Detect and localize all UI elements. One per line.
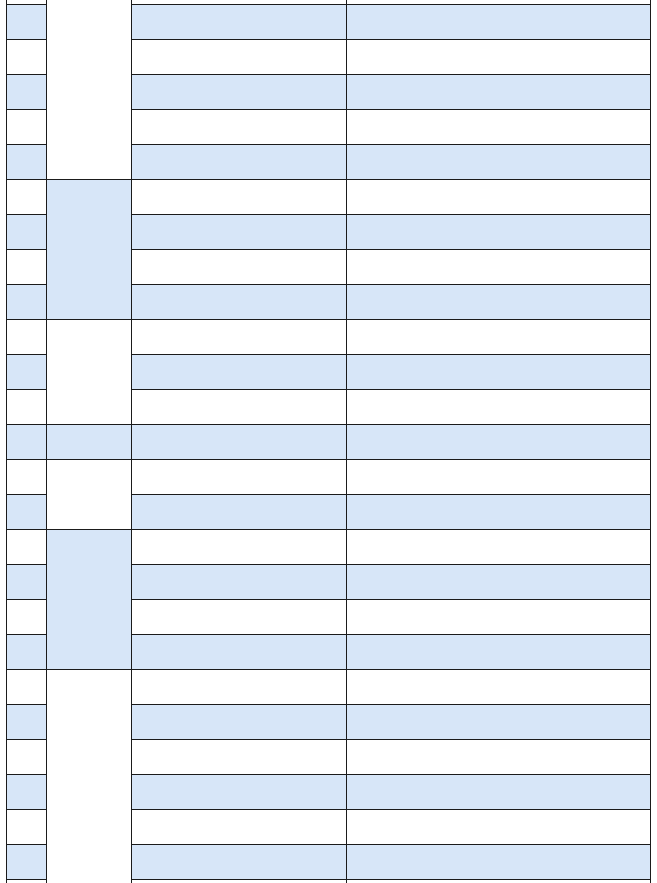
school-address	[346, 179, 651, 214]
row-border	[131, 494, 651, 495]
city-cell	[46, 669, 131, 879]
row-border	[131, 249, 651, 250]
row-border	[131, 879, 651, 880]
school-name	[131, 74, 346, 109]
row-border	[131, 214, 651, 215]
school-address	[346, 774, 651, 809]
row-border	[6, 809, 46, 810]
row-number	[6, 214, 46, 249]
school-name	[131, 354, 346, 389]
row-number	[6, 529, 46, 564]
city-cell	[46, 424, 131, 459]
school-name	[131, 319, 346, 354]
row-number	[6, 494, 46, 529]
row-number	[6, 704, 46, 739]
row-border	[6, 109, 46, 110]
row-border	[131, 284, 651, 285]
row-border	[131, 599, 651, 600]
school-name	[131, 669, 346, 704]
row-border	[131, 179, 651, 180]
row-border	[6, 4, 46, 5]
row-number	[6, 774, 46, 809]
row-border	[6, 39, 46, 40]
row-border	[46, 424, 131, 425]
row-border	[6, 389, 46, 390]
row-number	[6, 144, 46, 179]
row-border	[131, 844, 651, 845]
school-name	[131, 739, 346, 774]
row-border	[6, 144, 46, 145]
school-name	[131, 39, 346, 74]
school-address	[346, 389, 651, 424]
row-number	[6, 739, 46, 774]
row-border	[6, 74, 46, 75]
city-cell	[46, 459, 131, 529]
school-name	[131, 599, 346, 634]
school-name	[131, 564, 346, 599]
column-border	[131, 0, 132, 883]
row-border	[6, 319, 46, 320]
school-address	[346, 39, 651, 74]
school-address	[346, 354, 651, 389]
row-number	[6, 4, 46, 39]
row-border	[6, 704, 46, 705]
row-border	[131, 354, 651, 355]
city-cell	[46, 319, 131, 424]
row-border	[6, 669, 46, 670]
row-number	[6, 459, 46, 494]
column-border	[6, 0, 7, 883]
school-address	[346, 599, 651, 634]
school-address	[346, 459, 651, 494]
school-name	[131, 389, 346, 424]
school-name	[131, 704, 346, 739]
row-border	[6, 214, 46, 215]
row-border	[6, 739, 46, 740]
row-number	[6, 74, 46, 109]
column-border	[46, 0, 47, 883]
school-name	[131, 529, 346, 564]
school-address	[346, 844, 651, 879]
school-address	[346, 109, 651, 144]
row-border	[131, 634, 651, 635]
row-border	[131, 4, 651, 5]
school-name	[131, 494, 346, 529]
school-address	[346, 704, 651, 739]
school-address	[346, 214, 651, 249]
row-number	[6, 109, 46, 144]
school-name	[131, 4, 346, 39]
row-border	[46, 179, 131, 180]
school-name	[131, 249, 346, 284]
school-name	[131, 109, 346, 144]
row-border	[6, 284, 46, 285]
row-border	[131, 459, 651, 460]
school-name	[131, 179, 346, 214]
row-border	[131, 774, 651, 775]
row-number	[6, 424, 46, 459]
school-address	[346, 529, 651, 564]
school-address	[346, 319, 651, 354]
school-name	[131, 214, 346, 249]
school-address	[346, 74, 651, 109]
school-address	[346, 144, 651, 179]
school-address	[346, 669, 651, 704]
row-border	[6, 179, 46, 180]
row-border	[6, 249, 46, 250]
row-border	[131, 564, 651, 565]
row-border	[131, 144, 651, 145]
row-border	[131, 809, 651, 810]
row-border	[131, 319, 651, 320]
row-border	[46, 529, 131, 530]
row-number	[6, 634, 46, 669]
school-name	[131, 459, 346, 494]
school-address	[346, 494, 651, 529]
school-address	[346, 4, 651, 39]
row-border	[6, 774, 46, 775]
row-border	[131, 669, 651, 670]
row-border	[6, 844, 46, 845]
row-border	[131, 74, 651, 75]
row-border	[46, 669, 131, 670]
school-address	[346, 809, 651, 844]
school-name	[131, 809, 346, 844]
column-border	[650, 0, 651, 883]
row-border	[131, 704, 651, 705]
school-address-table	[6, 0, 651, 883]
school-address	[346, 424, 651, 459]
school-address	[346, 284, 651, 319]
row-border	[131, 529, 651, 530]
school-name	[131, 424, 346, 459]
row-border	[131, 739, 651, 740]
row-number	[6, 564, 46, 599]
row-border	[131, 389, 651, 390]
row-number	[6, 249, 46, 284]
row-border	[131, 109, 651, 110]
row-border	[6, 529, 46, 530]
school-name	[131, 284, 346, 319]
row-border	[6, 564, 46, 565]
row-border	[46, 319, 131, 320]
row-number	[6, 669, 46, 704]
row-number	[6, 389, 46, 424]
row-border	[6, 459, 46, 460]
row-number	[6, 809, 46, 844]
school-name	[131, 774, 346, 809]
row-border	[6, 354, 46, 355]
school-address	[346, 634, 651, 669]
school-address	[346, 739, 651, 774]
city-cell	[46, 529, 131, 669]
row-border	[6, 494, 46, 495]
row-border	[6, 599, 46, 600]
row-border	[131, 39, 651, 40]
school-name	[131, 844, 346, 879]
row-border	[6, 879, 46, 880]
row-number	[6, 179, 46, 214]
column-border	[346, 0, 347, 883]
row-number	[6, 599, 46, 634]
school-name	[131, 634, 346, 669]
row-border	[6, 634, 46, 635]
row-number	[6, 354, 46, 389]
row-number	[6, 319, 46, 354]
school-address	[346, 249, 651, 284]
row-border	[6, 424, 46, 425]
city-cell	[46, 0, 131, 179]
row-number	[6, 39, 46, 74]
row-border	[131, 424, 651, 425]
school-name	[131, 144, 346, 179]
city-cell	[46, 179, 131, 319]
row-number	[6, 284, 46, 319]
school-address	[346, 564, 651, 599]
row-border	[46, 459, 131, 460]
row-number	[6, 844, 46, 879]
